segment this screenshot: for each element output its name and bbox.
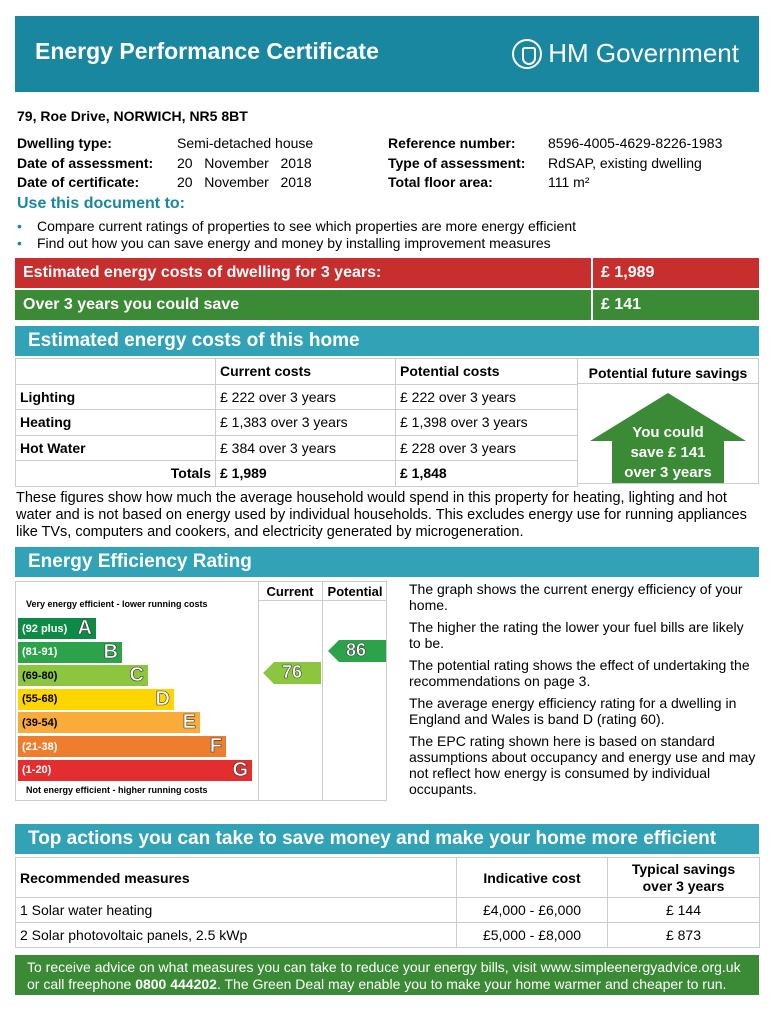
current-rating-value: 76	[282, 662, 303, 682]
rating-band-e	[18, 712, 200, 733]
use-document-title: Use this document to:	[17, 195, 186, 212]
reference-number-label: Reference number:	[388, 135, 516, 151]
savings-bar	[15, 290, 759, 320]
reference-info	[388, 134, 722, 193]
row-label: Hot Water	[16, 435, 216, 461]
assessment-type-value: RdSAP, existing dwelling	[548, 154, 702, 171]
explanation-paragraph: The higher the rating the lower your fuel bills are likely to be.	[409, 619, 744, 651]
band-letter: A	[77, 617, 92, 639]
table-row	[16, 923, 760, 948]
empty-header-cell	[16, 359, 216, 385]
hm-government-label: HM Government	[548, 38, 739, 68]
current-costs-header: Current costs	[216, 359, 396, 385]
bullet-item: Find out how you can save energy and money by installing improvement measures	[37, 235, 551, 251]
band-letter: B	[103, 640, 118, 663]
estimated-costs-value: £ 1,989	[601, 264, 655, 281]
band-range: (55-68)	[22, 693, 58, 706]
row-label: Lighting	[16, 384, 216, 410]
costs-section-title: Estimated energy costs of this home	[15, 326, 759, 356]
band-range: (69-80)	[22, 669, 58, 682]
column-divider	[322, 582, 323, 800]
certificate-date-label: Date of certificate:	[17, 174, 140, 190]
footer-text: . The Green Deal may enable you to make your home warmer and cheaper to run.	[216, 976, 727, 992]
rating-section-title: Energy Efficiency Rating	[15, 547, 759, 577]
explanation-paragraph: The graph shows the current energy efficiency of your home.	[409, 581, 743, 613]
floor-area-label: Total floor area:	[388, 174, 493, 190]
current-cost-cell: £ 222 over 3 years	[216, 384, 396, 410]
saving-cell: £ 873	[608, 923, 760, 948]
bullet-icon: •	[17, 235, 22, 251]
totals-row	[16, 461, 578, 487]
assessment-date-value: 20 November 2018	[177, 154, 312, 171]
current-cost-cell: £ 384 over 3 years	[216, 435, 396, 461]
band-letter: C	[129, 664, 144, 687]
band-range: (21-38)	[22, 740, 58, 753]
totals-potential: £ 1,848	[396, 461, 578, 487]
not-efficient-label: Not energy efficient - higher running costs	[26, 785, 208, 795]
very-efficient-label: Very energy efficient - lower running costs	[26, 599, 208, 609]
arrow-line: You could	[632, 424, 704, 441]
footer-text: To receive advice on what measures you can take to reduce your energy bills, visit www.simpleenergyadvice.org.uk or call freephone	[27, 959, 741, 992]
actions-table	[15, 857, 760, 948]
energy-rating-chart	[15, 581, 387, 801]
row-label: Heating	[16, 410, 216, 436]
use-bullets	[17, 218, 576, 252]
saving-cell: £ 144	[608, 898, 760, 923]
rating-band-d	[18, 689, 174, 710]
future-savings-panel	[577, 358, 759, 484]
band-letter: G	[232, 758, 248, 781]
savings-arrow-text	[613, 423, 723, 483]
floor-area-value: 111 m²	[548, 174, 590, 190]
estimated-costs-bar	[15, 258, 759, 288]
savings-value: £ 141	[601, 296, 642, 313]
actions-section-title: Top actions you can take to save money and make your home more efficient	[15, 824, 759, 854]
table-row	[16, 435, 578, 461]
dwelling-type-label: Dwelling type:	[17, 135, 112, 151]
bullet-icon: •	[17, 218, 22, 234]
savings-header	[608, 858, 760, 898]
band-range: (81-91)	[22, 646, 58, 659]
cost-cell: £5,000 - £8,000	[457, 923, 608, 948]
band-letter: F	[209, 735, 222, 757]
band-letter: E	[182, 711, 196, 734]
savings-header-line: over 3 years	[642, 877, 725, 894]
cost-header: Indicative cost	[457, 858, 608, 898]
future-savings-header: Potential future savings	[578, 359, 758, 384]
measure-cell: 2 Solar photovoltaic panels, 2.5 kWp	[16, 923, 457, 948]
measure-cell: 1 Solar water heating	[16, 898, 457, 923]
bullet-item: Compare current ratings of properties to see which properties are more energy efficient	[37, 218, 577, 234]
explanation-paragraph: The EPC rating shown here is based on standard assumptions about occupancy and energy use and may not reflect how energy is consumed by individual occupants.	[409, 733, 756, 797]
reference-number-value: 8596-4005-4629-8226-1983	[548, 135, 723, 151]
table-row	[16, 898, 760, 923]
savings-label: Over 3 years you could save	[15, 290, 593, 320]
freephone-number: 0800 444202	[135, 976, 217, 992]
property-address: 79, Roe Drive, NORWICH, NR5 8BT	[17, 108, 248, 124]
costs-table	[15, 358, 578, 487]
rating-band-c	[18, 665, 148, 686]
potential-costs-header: Potential costs	[396, 359, 578, 385]
table-row	[16, 384, 578, 410]
rating-explanation	[409, 581, 759, 803]
rating-band-f	[18, 736, 226, 757]
royal-crest-icon	[512, 39, 542, 69]
totals-label: Totals	[16, 461, 216, 487]
band-range: (1-20)	[22, 764, 52, 777]
rating-band-g	[18, 760, 252, 781]
cost-cell: £4,000 - £6,000	[457, 898, 608, 923]
header-divider	[258, 600, 386, 601]
current-column-header: Current	[266, 584, 314, 599]
page-title: Energy Performance Certificate	[35, 38, 379, 64]
estimated-costs-label: Estimated energy costs of dwelling for 3 years:	[15, 258, 593, 288]
table-header-row	[16, 858, 760, 898]
rating-band-a	[18, 618, 96, 639]
band-range: (39-54)	[22, 716, 58, 729]
table-row	[16, 410, 578, 436]
potential-column-header: Potential	[327, 584, 383, 599]
advice-footer	[15, 955, 759, 995]
assessment-type-label: Type of assessment:	[388, 154, 526, 171]
column-divider	[258, 582, 259, 800]
potential-cost-cell: £ 1,398 over 3 years	[396, 410, 578, 436]
explanation-paragraph: The average energy efficiency rating for a dwelling in England and Wales is band D (rating 60).	[409, 695, 737, 727]
costs-note: These figures show how much the average household would spend in this property for heating, lighting and hot water and is not based on energy used by individual households. This excludes energy use for running appliances like TVs, computers and cookers, and electricity generated by microgeneration.	[16, 490, 747, 540]
page-header	[15, 16, 759, 92]
arrow-line: over 3 years	[624, 464, 712, 481]
band-letter: D	[155, 687, 170, 710]
dwelling-info	[17, 134, 313, 193]
certificate-date-value: 20 November 2018	[177, 174, 312, 190]
savings-header-line: Typical savings	[631, 860, 736, 877]
assessment-date-label: Date of assessment:	[17, 154, 154, 171]
band-range: (92 plus)	[22, 622, 68, 635]
current-cost-cell: £ 1,383 over 3 years	[216, 410, 396, 436]
potential-cost-cell: £ 228 over 3 years	[396, 435, 578, 461]
measures-header: Recommended measures	[16, 858, 457, 898]
potential-cost-cell: £ 222 over 3 years	[396, 384, 578, 410]
dwelling-type-value: Semi-detached house	[177, 135, 314, 151]
explanation-paragraph: The potential rating shows the effect of undertaking the recommendations on page 3.	[409, 657, 750, 689]
arrow-line: save £ 141	[630, 444, 706, 461]
totals-current: £ 1,989	[216, 461, 396, 487]
hm-government-logo	[512, 38, 739, 69]
table-header-row	[16, 359, 578, 385]
potential-rating-value: 86	[346, 640, 367, 660]
rating-band-b	[18, 642, 122, 663]
